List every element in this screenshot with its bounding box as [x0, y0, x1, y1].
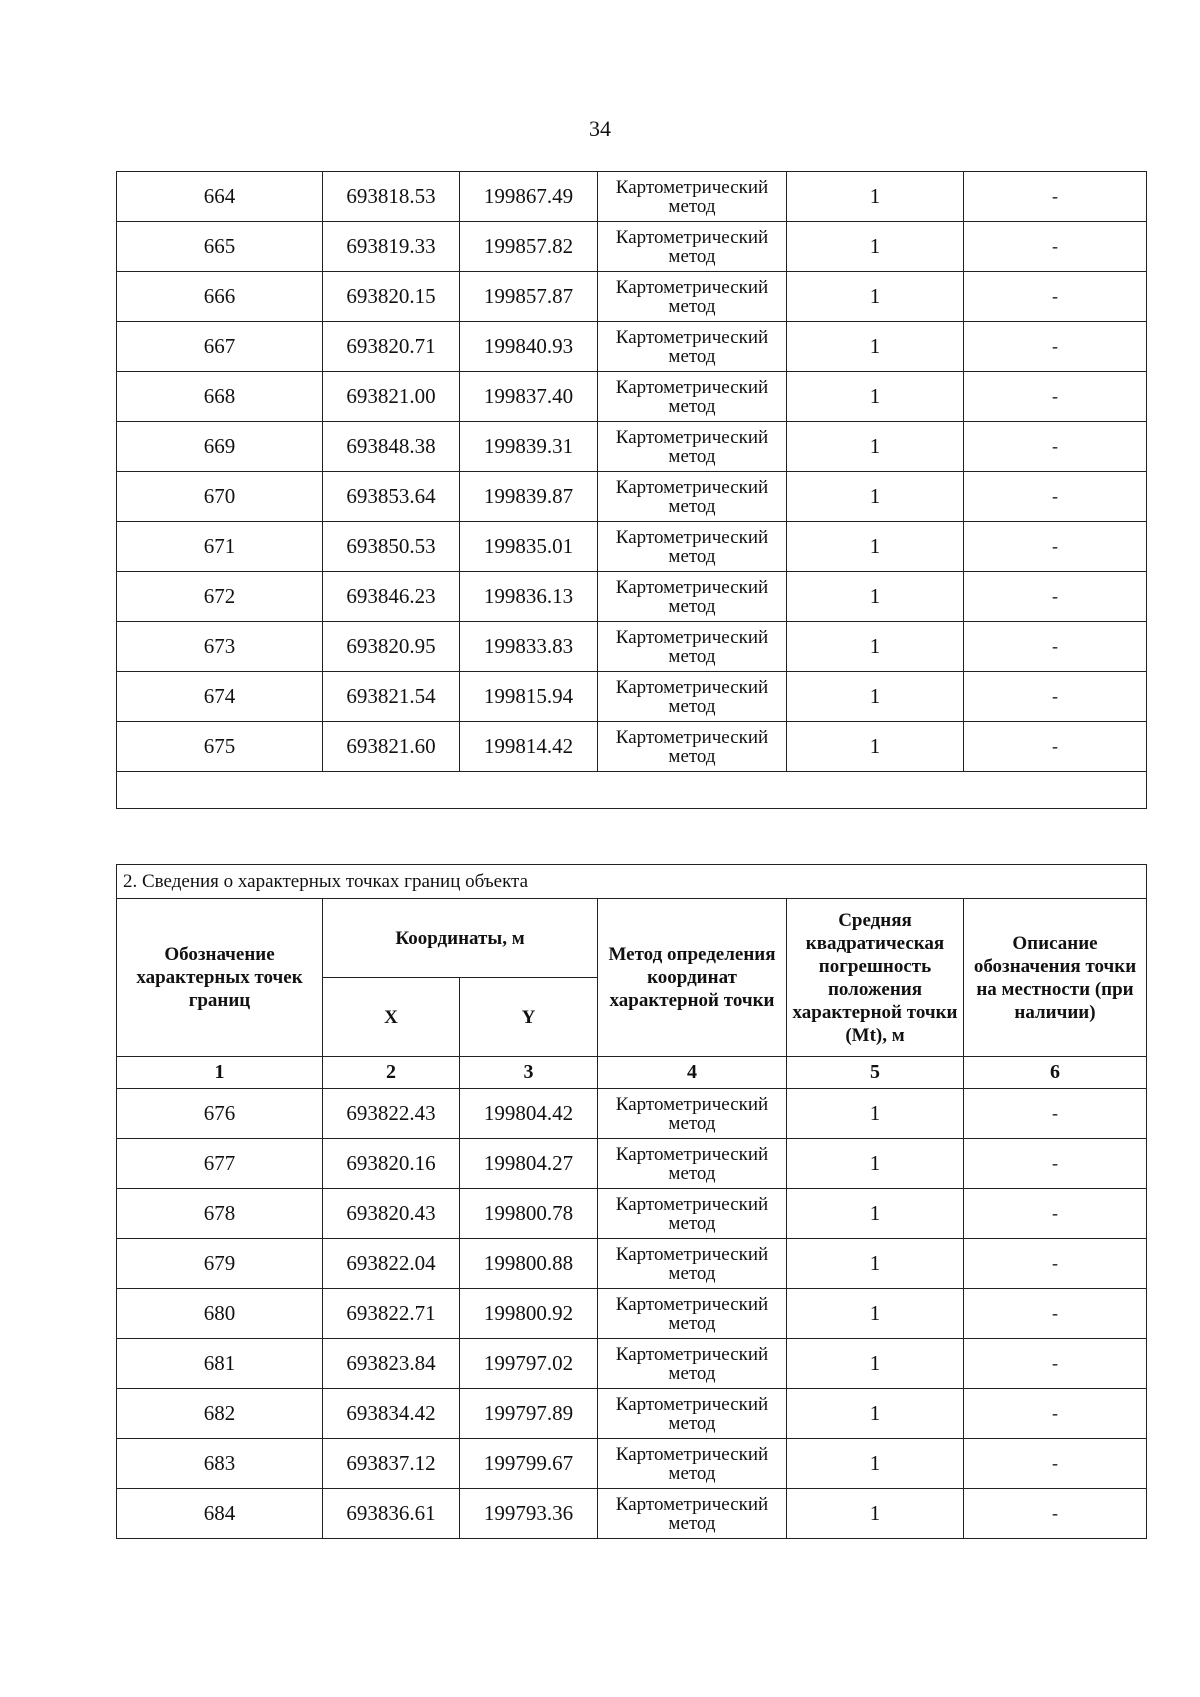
- method-cell: Картометрический метод: [598, 322, 787, 372]
- table-row: [117, 322, 1147, 372]
- mt-cell: 1: [787, 1239, 964, 1289]
- method-cell: Картометрический метод: [598, 272, 787, 322]
- y-coordinate-cell: 199793.36: [460, 1489, 598, 1539]
- column-number: 3: [460, 1057, 598, 1089]
- mt-cell: 1: [787, 572, 964, 622]
- method-cell: Картометрический метод: [598, 222, 787, 272]
- header-coords: Координаты, м: [323, 899, 598, 978]
- point-cell: 673: [117, 622, 323, 672]
- x-coordinate-cell: 693821.60: [323, 722, 460, 772]
- description-cell: -: [964, 1089, 1147, 1139]
- table2-body: [117, 865, 1147, 1539]
- point-cell: 672: [117, 572, 323, 622]
- x-coordinate-cell: 693836.61: [323, 1489, 460, 1539]
- y-coordinate-cell: 199804.27: [460, 1139, 598, 1189]
- x-coordinate-cell: 693818.53: [323, 172, 460, 222]
- point-cell: 674: [117, 672, 323, 722]
- y-coordinate-cell: 199797.02: [460, 1339, 598, 1389]
- x-coordinate-cell: 693822.71: [323, 1289, 460, 1339]
- table-row: [117, 172, 1147, 222]
- mt-cell: 1: [787, 1489, 964, 1539]
- description-cell: -: [964, 522, 1147, 572]
- description-cell: -: [964, 222, 1147, 272]
- description-cell: -: [964, 1289, 1147, 1339]
- table-caption: 2. Сведения о характерных точках границ объекта: [117, 865, 1147, 899]
- x-coordinate-cell: 693821.54: [323, 672, 460, 722]
- x-coordinate-cell: 693821.00: [323, 372, 460, 422]
- description-cell: -: [964, 1189, 1147, 1239]
- mt-cell: 1: [787, 172, 964, 222]
- x-coordinate-cell: 693820.43: [323, 1189, 460, 1239]
- description-cell: -: [964, 1439, 1147, 1489]
- table-row: [117, 472, 1147, 522]
- header-x: X: [323, 978, 460, 1057]
- point-cell: 664: [117, 172, 323, 222]
- column-number-row: [117, 1057, 1147, 1089]
- x-coordinate-cell: 693823.84: [323, 1339, 460, 1389]
- method-cell: Картометрический метод: [598, 672, 787, 722]
- method-cell: Картометрический метод: [598, 722, 787, 772]
- point-cell: 666: [117, 272, 323, 322]
- point-cell: 678: [117, 1189, 323, 1239]
- boundary-points-table: [116, 864, 1147, 1539]
- method-cell: Картометрический метод: [598, 172, 787, 222]
- table-row: [117, 1139, 1147, 1189]
- point-cell: 671: [117, 522, 323, 572]
- method-cell: Картометрический метод: [598, 622, 787, 672]
- y-coordinate-cell: 199839.87: [460, 472, 598, 522]
- description-cell: -: [964, 722, 1147, 772]
- description-cell: -: [964, 322, 1147, 372]
- table1-body: [117, 172, 1147, 809]
- method-cell: Картометрический метод: [598, 572, 787, 622]
- header-desc: Описание обозначения точки на местности (при наличии): [964, 899, 1147, 1057]
- description-cell: -: [964, 622, 1147, 672]
- x-coordinate-cell: 693822.04: [323, 1239, 460, 1289]
- point-cell: 684: [117, 1489, 323, 1539]
- mt-cell: 1: [787, 322, 964, 372]
- method-cell: Картометрический метод: [598, 372, 787, 422]
- x-coordinate-cell: 693820.71: [323, 322, 460, 372]
- header-y: Y: [460, 978, 598, 1057]
- x-coordinate-cell: 693820.95: [323, 622, 460, 672]
- table-row: [117, 1289, 1147, 1339]
- mt-cell: 1: [787, 1439, 964, 1489]
- table-row: [117, 1339, 1147, 1389]
- table-row: [117, 622, 1147, 672]
- description-cell: -: [964, 472, 1147, 522]
- point-cell: 665: [117, 222, 323, 272]
- table-row: [117, 1489, 1147, 1539]
- y-coordinate-cell: 199840.93: [460, 322, 598, 372]
- table-row: [117, 1189, 1147, 1239]
- header-method: Метод определения координат характерной точки: [598, 899, 787, 1057]
- y-coordinate-cell: 199833.83: [460, 622, 598, 672]
- table-row: [117, 222, 1147, 272]
- table-row: [117, 522, 1147, 572]
- mt-cell: 1: [787, 1139, 964, 1189]
- description-cell: -: [964, 672, 1147, 722]
- y-coordinate-cell: 199867.49: [460, 172, 598, 222]
- coordinates-table-continued: [116, 171, 1147, 809]
- method-cell: Картометрический метод: [598, 1139, 787, 1189]
- column-number: 2: [323, 1057, 460, 1089]
- column-number: 6: [964, 1057, 1147, 1089]
- y-coordinate-cell: 199800.88: [460, 1239, 598, 1289]
- method-cell: Картометрический метод: [598, 1239, 787, 1289]
- point-cell: 667: [117, 322, 323, 372]
- description-cell: -: [964, 1389, 1147, 1439]
- x-coordinate-cell: 693850.53: [323, 522, 460, 572]
- y-coordinate-cell: 199804.42: [460, 1089, 598, 1139]
- empty-cell: [117, 772, 1147, 809]
- table-row: [117, 372, 1147, 422]
- method-cell: Картометрический метод: [598, 1439, 787, 1489]
- header-mt: Средняя квадратическая погрешность положения характерной точки (Mt), м: [787, 899, 964, 1057]
- method-cell: Картометрический метод: [598, 522, 787, 572]
- y-coordinate-cell: 199839.31: [460, 422, 598, 472]
- x-coordinate-cell: 693822.43: [323, 1089, 460, 1139]
- mt-cell: 1: [787, 722, 964, 772]
- method-cell: Картометрический метод: [598, 1489, 787, 1539]
- method-cell: Картометрический метод: [598, 1339, 787, 1389]
- y-coordinate-cell: 199857.87: [460, 272, 598, 322]
- x-coordinate-cell: 693834.42: [323, 1389, 460, 1439]
- method-cell: Картометрический метод: [598, 1389, 787, 1439]
- point-cell: 680: [117, 1289, 323, 1339]
- table-row: [117, 722, 1147, 772]
- description-cell: -: [964, 1139, 1147, 1189]
- method-cell: Картометрический метод: [598, 1089, 787, 1139]
- y-coordinate-cell: 199836.13: [460, 572, 598, 622]
- column-number: 5: [787, 1057, 964, 1089]
- table-row: [117, 572, 1147, 622]
- table-row: [117, 1439, 1147, 1489]
- table-row: [117, 1239, 1147, 1289]
- point-cell: 669: [117, 422, 323, 472]
- mt-cell: 1: [787, 1339, 964, 1389]
- y-coordinate-cell: 199797.89: [460, 1389, 598, 1439]
- x-coordinate-cell: 693837.12: [323, 1439, 460, 1489]
- x-coordinate-cell: 693848.38: [323, 422, 460, 472]
- mt-cell: 1: [787, 372, 964, 422]
- method-cell: Картометрический метод: [598, 1289, 787, 1339]
- point-cell: 677: [117, 1139, 323, 1189]
- description-cell: -: [964, 172, 1147, 222]
- y-coordinate-cell: 199814.42: [460, 722, 598, 772]
- empty-row: [117, 772, 1147, 809]
- point-cell: 679: [117, 1239, 323, 1289]
- header-point: Обозначение характерных точек границ: [117, 899, 323, 1057]
- page-number: 34: [589, 116, 611, 141]
- y-coordinate-cell: 199837.40: [460, 372, 598, 422]
- description-cell: -: [964, 272, 1147, 322]
- method-cell: Картометрический метод: [598, 472, 787, 522]
- y-coordinate-cell: 199799.67: [460, 1439, 598, 1489]
- mt-cell: 1: [787, 522, 964, 572]
- table-row: [117, 1389, 1147, 1439]
- description-cell: -: [964, 372, 1147, 422]
- table-row: [117, 422, 1147, 472]
- mt-cell: 1: [787, 1289, 964, 1339]
- description-cell: -: [964, 572, 1147, 622]
- x-coordinate-cell: 693820.15: [323, 272, 460, 322]
- column-number: 1: [117, 1057, 323, 1089]
- point-cell: 681: [117, 1339, 323, 1389]
- point-cell: 676: [117, 1089, 323, 1139]
- point-cell: 668: [117, 372, 323, 422]
- method-cell: Картометрический метод: [598, 422, 787, 472]
- description-cell: -: [964, 1239, 1147, 1289]
- mt-cell: 1: [787, 1189, 964, 1239]
- description-cell: -: [964, 422, 1147, 472]
- point-cell: 682: [117, 1389, 323, 1439]
- mt-cell: 1: [787, 622, 964, 672]
- x-coordinate-cell: 693853.64: [323, 472, 460, 522]
- table-row: [117, 672, 1147, 722]
- y-coordinate-cell: 199800.92: [460, 1289, 598, 1339]
- y-coordinate-cell: 199800.78: [460, 1189, 598, 1239]
- mt-cell: 1: [787, 472, 964, 522]
- mt-cell: 1: [787, 1089, 964, 1139]
- description-cell: -: [964, 1489, 1147, 1539]
- method-cell: Картометрический метод: [598, 1189, 787, 1239]
- header-row: [117, 899, 1147, 978]
- mt-cell: 1: [787, 672, 964, 722]
- y-coordinate-cell: 199835.01: [460, 522, 598, 572]
- table-row: [117, 272, 1147, 322]
- point-cell: 683: [117, 1439, 323, 1489]
- column-number: 4: [598, 1057, 787, 1089]
- y-coordinate-cell: 199857.82: [460, 222, 598, 272]
- mt-cell: 1: [787, 422, 964, 472]
- point-cell: 670: [117, 472, 323, 522]
- x-coordinate-cell: 693846.23: [323, 572, 460, 622]
- point-cell: 675: [117, 722, 323, 772]
- mt-cell: 1: [787, 272, 964, 322]
- x-coordinate-cell: 693819.33: [323, 222, 460, 272]
- table-caption-row: [117, 865, 1147, 899]
- x-coordinate-cell: 693820.16: [323, 1139, 460, 1189]
- mt-cell: 1: [787, 1389, 964, 1439]
- mt-cell: 1: [787, 222, 964, 272]
- description-cell: -: [964, 1339, 1147, 1389]
- y-coordinate-cell: 199815.94: [460, 672, 598, 722]
- table-row: [117, 1089, 1147, 1139]
